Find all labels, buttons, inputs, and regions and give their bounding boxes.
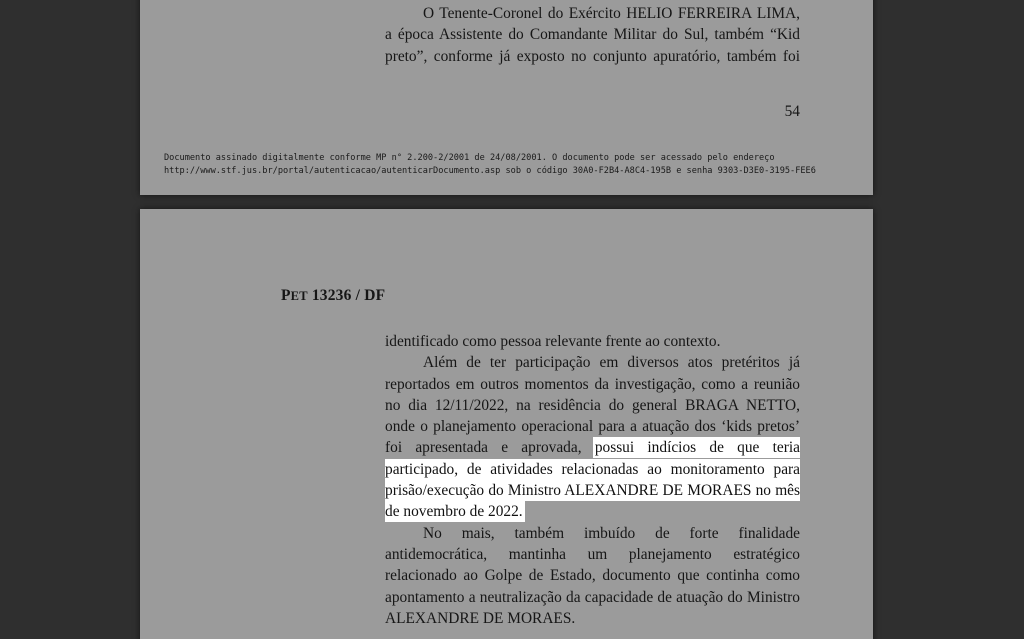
document-page-54 bbox=[140, 0, 873, 195]
case-header-initial: P bbox=[281, 287, 291, 304]
case-header-number: 13236 / DF bbox=[307, 287, 386, 304]
digital-signature-footer bbox=[164, 152, 864, 178]
paragraph-continuation: identificado como pessoa relevante frente ao contexto. bbox=[385, 333, 721, 350]
paragraph-text: Além de ter participação em diversos atos pretéritos já reportados em outros momentos da investigação, como a reunião no dia 12/11/2022, na residência do general BRAGA NETTO, onde o planejamento operacional para a atuação dos ‘kids pretos’ foi apresentada e aprovada, bbox=[385, 354, 800, 457]
text-line: preto”, conforme já exposto no conjunto apuratório, também foi bbox=[385, 47, 800, 65]
document-page-55 bbox=[140, 209, 873, 639]
text-line: a época Assistente do Comandante Militar do Sul, também “Kid bbox=[385, 26, 800, 44]
footer-line: Documento assinado digitalmente conforme MP n° 2.200-2/2001 de 24/08/2001. O documento pode ser acessado pelo endereço bbox=[164, 153, 775, 163]
page-54-body bbox=[385, 3, 800, 67]
footer-line-url[interactable]: http://www.stf.jus.br/portal/autenticacao/autenticarDocumento.asp sob o código 30A0-F2B4-A8C4-195B e senha 9303-D3E0-3195-FEE6 bbox=[164, 166, 816, 176]
paragraph-participation bbox=[385, 352, 800, 522]
text-line: O Tenente-Coronel do Exército HELIO FERREIRA LIMA, bbox=[423, 5, 800, 22]
page-number: 54 bbox=[784, 103, 800, 120]
case-header-smallcaps: ET bbox=[290, 289, 308, 303]
case-header bbox=[281, 287, 385, 305]
page-55-body bbox=[385, 331, 800, 629]
paragraph-strategic-plan: No mais, também imbuído de forte finalidade antidemocrática, mantinha um planejamento estratégico relacionado ao Golpe de Estado, documento que continha como apontamento a neutralização da capacidade de atuação do Ministro ALEXANDRE DE MORAES. bbox=[385, 524, 800, 627]
highlighted-text[interactable]: possui indícios de que teria participado, de atividades relacionadas ao monitoramento para prisão/execução do Ministro ALEXANDRE DE MORAES no mês de novembro de 2022. bbox=[385, 439, 800, 521]
